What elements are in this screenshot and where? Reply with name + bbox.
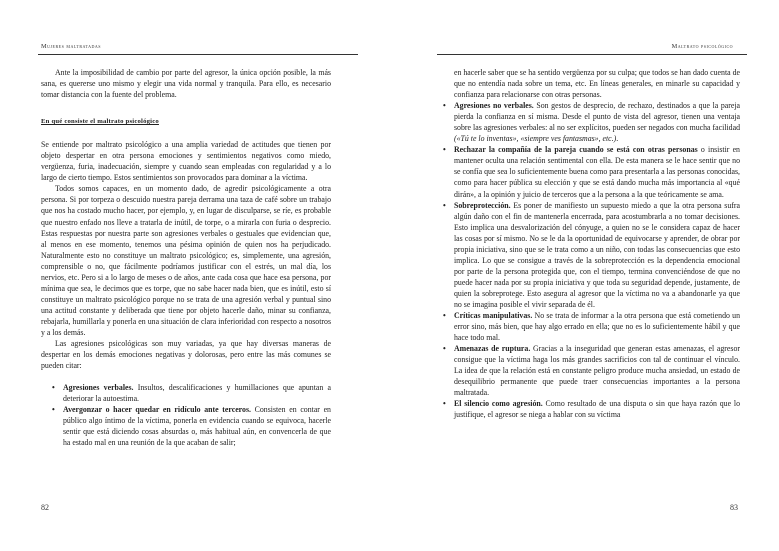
list-item-text: Gracias a la inseguridad que generan estas amenazas, el agresor consigue que la víctima haga los más grandes sacrificios con tal de continuar el vínculo. La idea de que la relación está en constante peligro produce mucha ansiedad, un estado de desequilibrio permanente que puede traer consecuencias importantes a la persona maltratada.	[454, 344, 740, 398]
bullet-icon: •	[443, 399, 446, 409]
list-item-italic: («Tú te lo inventas», «siempre ves fantasmas», etc.)	[454, 134, 617, 144]
list-item	[52, 404, 331, 448]
right-page-body	[443, 67, 740, 421]
left-page-body	[41, 67, 331, 448]
list-item	[443, 144, 740, 199]
list-item-title: Agresiones no verbales.	[454, 101, 534, 111]
bullet-icon: •	[443, 200, 446, 210]
header-rule-right	[437, 54, 747, 55]
right-bullet-list	[443, 100, 740, 420]
bullet-icon: •	[443, 145, 446, 155]
header-rule-left	[38, 54, 358, 55]
paragraph-definition: Se entiende por maltrato psicológico a una amplia variedad de actitudes que tienen por objeto despertar en otra persona emociones y sentimientos negativos como miedo, vergüenza, furia, inadecuación, siempre y cuando sean empleadas con regularidad y a lo largo de cierto tiempo. Estos sentimientos son provocados para dominar a la víctima.	[41, 140, 331, 183]
paragraph-list-intro: Las agresiones psicológicas son muy variadas, ya que hay diversas maneras de despertar en los demás emociones negativas y dolorosas, pero entre las más comunes se pueden citar:	[41, 339, 331, 371]
section-heading: En qué consiste el maltrato psicológico	[41, 118, 159, 126]
bullet-icon: •	[52, 383, 55, 393]
intro-paragraph: Ante la imposibilidad de cambio por parte del agresor, la única opción posible, la más sana, es quererse uno mismo y elegir una vida normal y tranquila. Para ello, es necesario tomar distancia con la fuente del problema.	[41, 68, 331, 100]
paragraph-example: Todos somos capaces, en un momento dado, de agredir psicológicamente a otra persona. Si por torpeza o descuido nuestra pareja derrama una taza de café sobre un trabajo que nos ha costado mucho hacer, por ejemplo, y, en lugar de disculparse, se ríe, es probable que nuestro enfado nos lleve a tratarla de inútil, de torpe, o a mirarla con furia o desprecio. Estas respuestas por nuestra parte son agresiones verbales o gestuales que evidencian que, al menos en ese momento, tenemos una pésima opinión de quien nos ha perjudicado. Naturalmente esto no constituye un maltrato psicológico; es, simplemente, una agresión, comprensible o no, que fácilmente podríamos justificar con el estrés, un mal día, los nervios, etc. Pero si a lo largo de meses o de años, ante cada cosa que hace esa persona, por mínima que sea, le decimos que es torpe, que no sabe hacer nada bien, que es inútil, esto sí constituye un maltrato psicológico porque no se trata de una agresión verbal y puntual sino una actitud constante y deliberada que tiene por objeto hacerle daño, minar su confianza, rebajarla, humillarla y ponerla en una situación de clara inferioridad con respecto a nosotros y a los demás.	[41, 184, 331, 337]
running-head-left: Mujeres maltratadas	[41, 43, 101, 50]
list-item-text: Consisten en contar en público algo íntimo de la víctima, ponerla en evidencia cuando se equivoca, hacerle sentir que está diciendo cosas absurdas o, más habitual aún, en convencerla de que ha estado mal en una reunión de la que acaban de salir;	[63, 405, 331, 448]
page-number-left: 82	[41, 503, 49, 512]
list-item-title: Rechazar la compañía de la pareja cuando se está con otras personas	[454, 145, 698, 155]
list-item-text: Es poner de manifiesto un supuesto miedo a que la otra persona sufra algún daño con el fin de mantenerla encerrada, para acostumbrarla a no tomar decisiones. Esto implica una desvalorización del cónyuge, a quien no se le considera capaz de hacer las cosas por sí mismo. No se le da la oportunidad de equivocarse y aprender, de obrar por propia iniciativa, sino que se le trata como a un niño, con todas las consecuencias que esto implica. Lo que se consigue a través de la sobreprotección es la dependencia emocional por parte de la persona protegida que, con el tiempo, termina convenciéndose de que no puede hacer nada por su propia iniciativa y que toda su seguridad depende, justamente, de quien la sobreprotege. Esto asegura al agresor que la víctima no va a abandonarle ya que no se imagina posible el vivir separada de él.	[454, 200, 740, 309]
list-item	[443, 100, 740, 144]
list-item-text: Como resultado de una disputa o sin que haya razón que lo justifique, el agresor se niega a hablar con su víctima	[454, 399, 740, 420]
list-item-title: Sobreprotección.	[454, 200, 511, 210]
list-item-text: Son gestos de desprecio, de rechazo, destinados a que la pareja pierda la confianza en sí misma. Desde el punto de vista del agresor, tienen una ventaja sobre las agresiones verbales: al no ser explícitos, pueden ser negados con mucha facilidad	[454, 101, 740, 133]
left-bullet-list	[52, 382, 331, 448]
bullet-icon: •	[443, 344, 446, 354]
list-item-after: .	[616, 134, 619, 144]
list-item	[443, 310, 740, 343]
list-item-text: o insistir en mantener oculta una relación sentimental con ella. De esta manera se le hace sentir que no se confía que sea lo suficientemente buena como para presentarla a las personas conocidas, como para hacer pública su elección y que se está dando mucha más importancia al «qué dirán», a la opinión y juicio de terceros que a la persona a la que teóricamente se ama.	[454, 145, 740, 199]
list-item-text: Insultos, descalificaciones y humillaciones que apuntan a deteriorar la autoestima.	[63, 383, 331, 404]
bullet-icon: •	[443, 311, 446, 321]
running-head-right: Maltrato psicológico	[671, 43, 733, 50]
list-item-title: Amenazas de ruptura.	[454, 344, 531, 354]
bullet-icon: •	[443, 101, 446, 111]
list-item	[52, 382, 331, 404]
list-item	[443, 343, 740, 398]
list-item-title: El silencio como agresión.	[454, 399, 543, 409]
list-item-title: Críticas manipulativas.	[454, 311, 533, 321]
list-item-text: No se trata de informar a la otra persona que está cometiendo un error sino, más bien, que hay algo errado en ella; que no es lo suficientemente hábil y que hace todo mal.	[454, 311, 740, 343]
list-item	[443, 200, 740, 310]
continued-text: en hacerle saber que se ha sentido vergüenza por su culpa; que todos se han dado cuenta de que no entendía nada sobre un tema, etc. En líneas generales, en minarle su capacidad y confianza para relacionarse con otras personas.	[454, 68, 740, 100]
page-number-right: 83	[730, 503, 738, 512]
list-item-title: Avergonzar o hacer quedar en ridículo ante terceros.	[63, 405, 251, 415]
list-item-title: Agresiones verbales.	[63, 383, 134, 393]
right-page	[390, 0, 779, 551]
list-item	[443, 398, 740, 420]
bullet-icon: •	[52, 405, 55, 415]
